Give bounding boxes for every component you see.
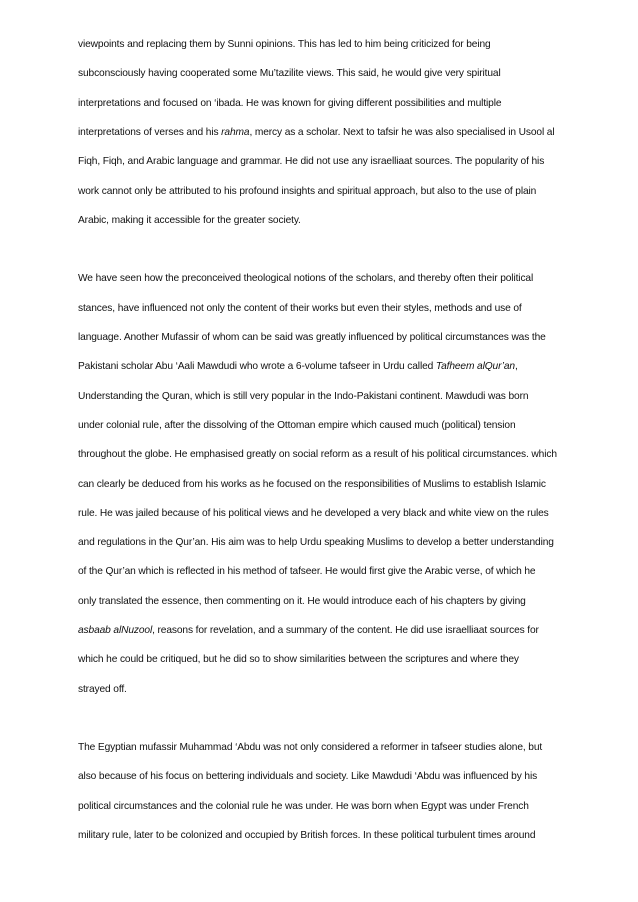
text-run: Pakistani scholar Abu ‘Aali Mawdudi who wrote a 6-volume tafseer in Urdu called bbox=[78, 361, 436, 372]
paragraph-2-line-11 bbox=[78, 565, 535, 579]
paragraph-2-line-8 bbox=[78, 478, 546, 492]
paragraph-3-line-2 bbox=[78, 770, 537, 784]
text-run: Understanding the Quran, which is still very popular in the Indo-Pakistani continent. Mawdudi was born bbox=[78, 391, 529, 402]
paragraph-2-line-6 bbox=[78, 419, 516, 433]
paragraph-1-line-3 bbox=[78, 97, 501, 111]
italic-term: Tafheem alQur’an bbox=[435, 361, 515, 372]
paragraph-2-line-13 bbox=[78, 624, 539, 638]
paragraph-1-line-7 bbox=[78, 214, 301, 228]
paragraph-1-line-1 bbox=[78, 38, 491, 52]
text-run: subconsciously having cooperated some Mu’tazilite views. This said, he would give very spiritual bbox=[78, 68, 501, 79]
paragraph-2-line-9 bbox=[78, 507, 549, 521]
text-run: which he could be critiqued, but he did so to show similarities between the scriptures and where they bbox=[78, 654, 519, 665]
paragraph-2-line-12 bbox=[78, 595, 526, 609]
paragraph-2-line-7 bbox=[78, 448, 557, 462]
text-run: military rule, later to be colonized and occupied by British forces. In these political turbulent times around bbox=[78, 830, 536, 841]
text-run: rule. He was jailed because of his political views and he developed a very black and white view on the rules bbox=[78, 508, 549, 519]
text-run: We have seen how the preconceived theological notions of the scholars, and thereby often their political bbox=[78, 273, 534, 284]
paragraph-2-line-10 bbox=[78, 536, 554, 550]
text-run: and regulations in the Qur’an. His aim was to help Urdu speaking Muslims to develop a better understanding bbox=[78, 537, 554, 548]
paragraph-1-line-6 bbox=[78, 185, 536, 199]
paragraph-2-line-15 bbox=[78, 683, 127, 697]
italic-term: rahma bbox=[221, 127, 250, 138]
text-run: work cannot only be attributed to his profound insights and spiritual approach, but also to the use of plain bbox=[78, 186, 537, 197]
text-run: throughout the globe. He emphasised greatly on social reform as a result of his political circumstances. which bbox=[78, 449, 557, 460]
text-run: stances, have influenced not only the content of their works but even their styles, methods and use of bbox=[78, 303, 522, 314]
paragraph-1-line-5 bbox=[78, 155, 544, 169]
paragraph-3-line-1 bbox=[78, 741, 542, 755]
text-run: can clearly be deduced from his works as he focused on the responsibilities of Muslims to establish Islamic bbox=[78, 479, 546, 490]
paragraph-2-line-3 bbox=[78, 331, 546, 345]
text-run: under colonial rule, after the dissolving of the Ottoman empire which caused much (political) tension bbox=[78, 420, 516, 431]
text-run: interpretations of verses and his bbox=[78, 127, 222, 138]
paragraph-3-line-3 bbox=[78, 800, 529, 814]
text-run: language. Another Mufassir of whom can be said was greatly influenced by political circumstances was the bbox=[78, 332, 546, 343]
paragraph-2-line-5 bbox=[78, 390, 528, 404]
text-run: , bbox=[514, 361, 518, 372]
text-run: interpretations and focused on ‘ibada. He was known for giving different possibilities and multiple bbox=[78, 98, 502, 109]
text-run: also because of his focus on bettering individuals and society. Like Mawdudi ‘Abdu was influenced by his bbox=[78, 771, 538, 782]
text-run: only translated the essence, then commenting on it. He would introduce each of his chapters by giving bbox=[78, 596, 526, 607]
paragraph-3-line-4 bbox=[78, 829, 535, 843]
italic-term: asbaab alNuzool bbox=[78, 625, 153, 636]
paragraph-2-line-4 bbox=[78, 360, 518, 374]
text-run: Arabic, making it accessible for the greater society. bbox=[78, 215, 301, 226]
text-run: viewpoints and replacing them by Sunni opinions. This has led to him being criticized for being bbox=[78, 39, 491, 50]
text-run: of the Qur’an which is reflected in his method of tafseer. He would first give the Arabic verse, of which he bbox=[78, 566, 536, 577]
paragraph-1-line-4 bbox=[78, 126, 554, 140]
text-run: political circumstances and the colonial rule he was under. He was born when Egypt was under French bbox=[78, 801, 529, 812]
paragraph-1-line-2 bbox=[78, 67, 501, 81]
text-run: The Egyptian mufassir Muhammad ‘Abdu was not only considered a reformer in tafseer studies alone, but bbox=[78, 742, 543, 753]
text-run: Fiqh, Fiqh, and Arabic language and grammar. He did not use any israelliaat sources. The popularity of his bbox=[78, 156, 545, 167]
text-run: , reasons for revelation, and a summary of the content. He did use israelliaat sources for bbox=[152, 625, 539, 636]
text-run: , mercy as a scholar. Next to tafsir he was also specialised in Usool al bbox=[249, 127, 555, 138]
paragraph-2-line-1 bbox=[78, 272, 533, 286]
paragraph-2-line-14 bbox=[78, 653, 519, 667]
text-run: strayed off. bbox=[78, 684, 127, 695]
paragraph-2-line-2 bbox=[78, 302, 522, 316]
